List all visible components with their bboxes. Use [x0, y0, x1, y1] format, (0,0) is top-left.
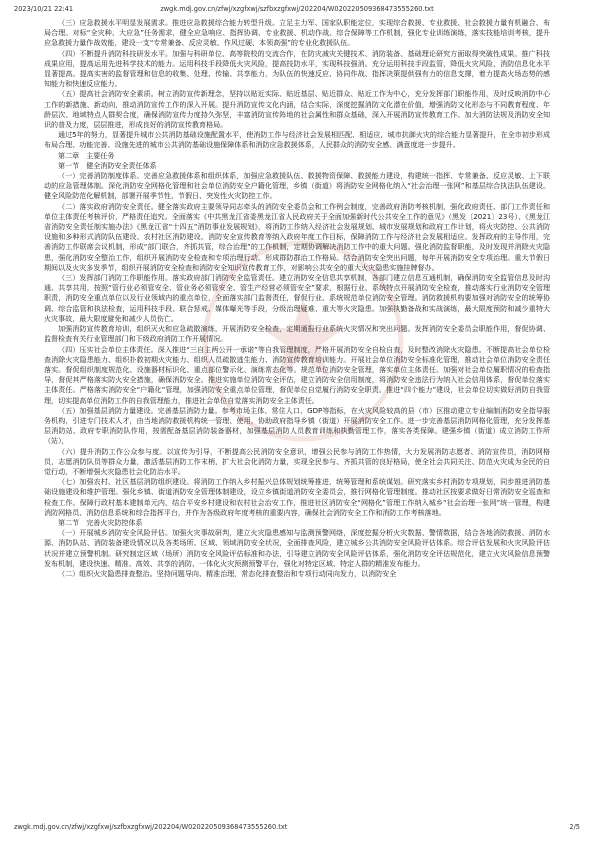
paragraph: （五）提高社会消防安全素质。树立消防宣传新理念，坚持以贴近实际、贴近基层、贴近群众、贴近工作为中心，充分发挥部门职能作用，及时反映消防中心工作的新措施、新动向，推动消防宣传工作的深入开展。提升消防宣传文化内涵，结合实际，深度挖掘消防文化潜在价值，增强消防文化形态与不同教育程度、年龄层次、地域特点人群契合度，确保消防宣传力度持久弥坚，丰富消防宣传阵地的社会属性和群众基础，深入开展消防宣传教育工作。加大消防法规及消防安全知识的普及力度，层层推进，形成良好的消防宣传教育格局。 [44, 89, 550, 130]
paragraph: （一）完善消防制度体系。完善应急救援体系和组织体系，加强应急救援队伍、救援物资保障、救援能力建设，构建统一指挥、专常兼备、反应灵敏、上下联动的应急管理体制。深化消防安全网格化管理和社会单位消防安全户籍化管理，乡镇（街道）将消防安全网格化纳入“社会治理一张网”和基层综合执法队伍建设。健全风险防范化解机制，部署开展季节性、节假日、突发性火灾防控工作。 [44, 171, 550, 201]
print-url-header: zwgk.mdj.gov.cn/zfwj/xzgfxwj/szfbxzgfxwj/202204/W020220509368473555260.txt [160, 5, 434, 13]
print-url-footer: zwgk.mdj.gov.cn/zfwj/xzgfxwj/szfbxzgfxwj/202204/W020220509368473555260.txt [14, 823, 288, 831]
page-number: 2/5 [569, 823, 580, 831]
paragraph: （三）应急救援水平明显发展需求。推进应急救援综合能力转型升级。立足主力军、国家队职能定位，实现综合救援、专业救援、社会救援力量有机融合、布局合理。对标“全灾种、大应急”任务需求，健全应急响应、指挥协调、专业救援、机动作战、综合保障等工作机制，强化专业训练演练，落实技能培训考核，提升应急救援力量作战效能，建设一支“专常兼备、反应灵敏、作风过硬、本领高强”的专业化救援队伍。 [44, 18, 550, 48]
paragraph: （六）提升消防工作公众参与度。以宣传为引导，不断提高公民消防安全意识，增强公民参与消防工作热情，大力发展消防志愿者、消防宣传员，消防网格员，志愿消防队员等群众力量，激活基层消防工作末梢，扩大社会化消防力量，实现全民参与、齐抓共管的良好格局，使全社会共同关注、防范火灾成为全民的自觉行动，不断增强火灾隐患社会化防治水平。 [44, 446, 550, 476]
print-footer [14, 823, 580, 835]
document-body [44, 18, 550, 824]
print-header [14, 5, 580, 17]
paragraph: （二）组织火灾隐患排查整治。坚持问题导向、精准治理，常态化排查整治和专项行动同向发力，以消防安全 [58, 568, 397, 578]
paragraph: （五）加强基层消防力量建设。完善基层消防力量。参考市场主体、常住人口、GDP等指标，在火灾风险较高的县（市）区推动建立专业编制消防安全指导服务机构，引进专门技术人才，由当地消防救援机构统一管理、使用，协助政府指导乡镇（街道）开展消防安全工作。进一步完善基层消防网格化管理，充分发挥基层消防站、政府专职消防队作用，按需配备基层消防装备器材，加强基层消防人员教育训练和执勤管理工作，落实各类保障。建强乡镇（街道）成立消防工作所（站）， [44, 405, 550, 446]
paragraph: （一）开展城乡消防安全风险评估。加强火灾事故研判，建立火灾隐患感知与监测预警网络，深度挖掘分析火灾数据、警情数据，结合各地消防救援、消防水源、消防队站、消防装备建设情况以及各类场所、区域、领域消防安全状况，全面排查风险，建立城乡公共消防安全风险评估体系。综合评估发展和火灾风险评估状况并建立预警机制。研究制定区域（场所）消防安全风险评估标准和办法，引导建立消防安全风险评估体系，强化消防安全评估规范化，建立火灾风险信息预警发布机制，建设快速、精准、高效、共享的消防、一体化火灾预测预警平台，强化对特定区域、特定人群的精准发布能力。 [44, 528, 550, 568]
paragraph: （七）加强农村、社区基层消防组织建设。将消防工作纳入乡村振兴总体规划统筹推进，统筹管理和系统谋划。研究落实乡村消防专项规划，同步推进消防基础设施建设和维护管理。强化乡镇、街道消防安全管理体制建设，设立乡镇街道消防安全委员会，推行网格化管理制度。推动社区按要求做好日常消防安全巡查和检查工作。保障行政村基本建制单元内，结合平安乡村建设和农村社会治安工作，推进社区消防安全“网格化”管理工作纳入城乡“社会治理一张网”统一管理，构建消防网格员、消防信息系统和综合指挥平台，并作为各级政府年度考核的重要内容，确保社会消防安全工作和消防工作考核落地。 [44, 477, 550, 517]
section-heading: 第一节 健全消防安全责任体系 [58, 160, 157, 170]
paragraph: （四）压实社会单位主体责任。深入推进“三自主两公开一承诺”等自我管理制度，严格开展消防安全自检自查，及时整改消除火灾隐患。不断提高社会单位检查消除火灾隐患能力、组织扑救初期火灾能力、组织人员疏散逃生能力、消防宣传教育培训能力。开展社会单位消防安全标准化管理，推动社会单位消防安全责任落实。督促组织制度规范化、设施器材标识化、重点部位警示化、演练常态化等。规范单位消防安全管理，落实单位主体责任。加强对社会单位履职情况的检查指导，督促其严格落实防火安全措施，确保消防安全。推进实施单位消防安全评估，建立消防安全信用制度，将消防安全违法行为纳入社会信用体系，督促单位落实主体责任。严格落实消防安全“户籍化”管理，加强消防安全重点单位管理，督促单位自觉履行消防安全职责。推进“四个能力”建设，社会单位切实做好消防自我管理，切实提高单位消防工作的自我管理能力，推进社会单位自觉落实消防安全主体责任。 [44, 344, 550, 405]
paragraph: 加强消防宣传教育培训，组织灭火和应急疏散演练，开展消防安全检查，定期通报行业系统火灾情况和突出问题。发挥消防安全委员会职能作用，督促协调、监督检查有关行业管理部门和下级政府消防工作开展情况。 [44, 324, 550, 344]
paragraph: （二）落实政府消防安全责任。健全落实政府主要领导同志牵头的消防安全委员会和工作例会制度，完善政府消防考核机制，强化政府责任、部门工作责任和单位主体责任考核评价，严格责任追究。全面落实《中共黑龙江省委黑龙江省人民政府关于全面加强新时代公共安全工作的意见》（黑发〔2021〕23号）、《黑龙江省消防安全责任制实施办法》《黑龙江省“十四五”消防事业发展规划》，将消防工作纳入经济社会发展规划、城市发展规划和政府工作计划，将火灾防控、公共消防设施和多种形式消防队伍建设、农村社区消防建设、消防安全宣传教育等纳入政府年度工作目标，保障消防工作与经济社会发展相适应。发挥政府的主导作用，完善消防工作联席会议机制，形成“部门联合，齐抓共管，综合治理”的工作机制，定期协调解决消防工作中的重大问题。强化消防监督职能，及时发现并消除火灾隐患，强化消防安全整治工作，组织开展消防安全检查和专项治理行动。形成群防群治工作格局。结合消防安全突出问题，每年开展消防安全专项治理。重大节假日期间以及火灾多发季节，组织开展消防安全检查和消防安全知识宣传教育工作，对影响公共安全的重大火灾隐患实施挂牌督办。 [44, 201, 550, 272]
section-heading: 第二节 完善火灾防控体系 [58, 517, 143, 527]
print-datetime: 2023/10/21 22:41 [14, 5, 74, 13]
paragraph: 通过5年的努力，显著提升城市公共消防基础设施配置水平，使消防工作与经济社会发展相匹配、相适应，城市抗御火灾的综合能力显著提升，在全市初步形成布局合理、功能完善、设施先进的城市公共消防基础设施保障体系和消防应急救援体系，人民群众的消防安全感、满意度进一步提升。 [44, 130, 550, 150]
chapter-heading: 第二章 主要任务 [58, 150, 115, 160]
paragraph: （四）不断提升消防科技研发水平。加强与科研单位、高等院校的交流合作，在防灾减灾关键技术、消防装备、基础理论研究方面取得突破性成果。推广科技成果应用，提高运用先进科学技术的能力。运用科技手段降低火灾风险，提高技防水平，实现科技强消。充分运用科技手段监管，降低火灾风险，消防信息化水平显著提高。提高实害的监督管理和信息的收集、处理、传输、共享能力，为队伍的快速反应、协同作战、指挥决策提供强有力的信息支撑，着力提高火场态势的感知能力和快速反应能力。 [44, 48, 550, 89]
paragraph: （三）发挥部门消防工作职能作用。落实政府部门消防安全监管责任。建立消防安全信息共享机制，各部门建立信息互通机制，确保消防安全监管信息及时沟通、共享共用，按照“管行业必须管安全、管业务必须管安全、管生产经营必须管安全”要求，根据行业、系统特点开展消防安全检查，推动落实行业消防安全管理职责，消防安全重点单位以及行业领域内的重点单位，全面落实部门监督责任，督促行业、系统规范单位消防安全管理。消防救援机构要加强对消防安全的统筹协调、综合监管和执法检查，运用科技手段、联合惩戒、媒体曝光等手段，分级治理疑难、重大等火灾隐患。加强执勤备战和实战演练，最大限度预防和减少重特大火灾事故，最大限度避免和减少人员伤亡。 [44, 273, 550, 323]
